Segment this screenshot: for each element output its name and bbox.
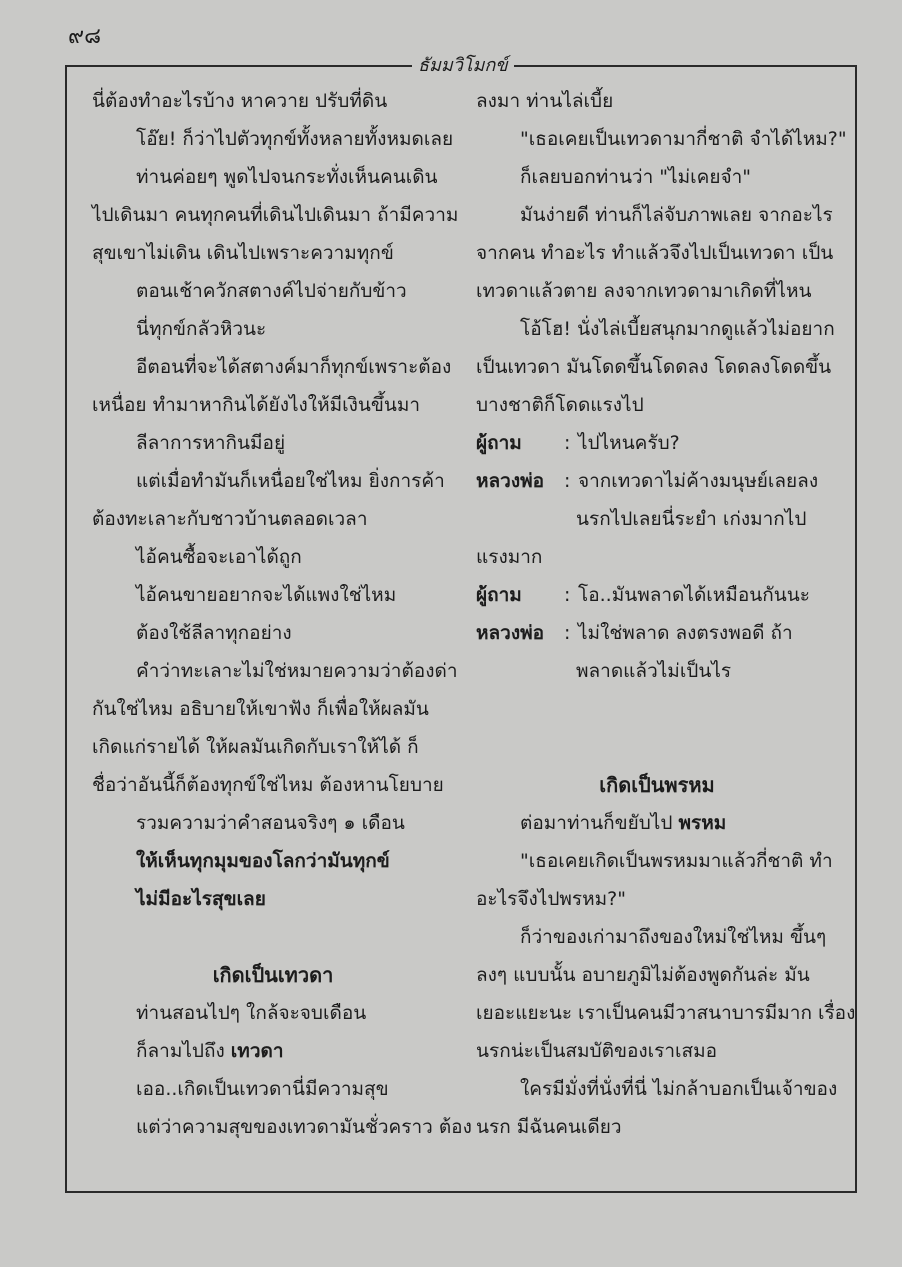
left-after-heading (92, 994, 472, 1146)
text-line: ลงมา ท่านไล่เบี้ย (476, 90, 614, 112)
text-line: ลีลาการหากินมีอยู่ (136, 432, 286, 454)
speaker-label: ผู้ถาม (476, 584, 522, 606)
text-line: จากคน ทำอะไร ทำแล้วจึงไปเป็นเทวดา เป็น (476, 242, 834, 264)
speaker-label: หลวงพ่อ (476, 470, 545, 492)
text-line: ก็ลามไปถึง เทวดา (136, 1040, 284, 1062)
page-number: ๙๘ (68, 24, 102, 49)
text-line: ต้องทะเลาะกับชาวบ้านตลอดเวลา (92, 508, 368, 530)
text-line: ให้เห็นทุกมุมของโลกว่ามันทุกข์ (136, 850, 390, 872)
bold-term: พรหม (678, 812, 727, 834)
text-line: ชื่อว่าอันนี้ก็ต้องทุกข์ใช่ไหม ต้องหานโยบาย (92, 774, 444, 796)
text-line: แต่ว่าความสุขของเทวดามันชั่วคราว ต้อง (136, 1116, 472, 1138)
text-line: ไม่มีอะไรสุขเลย (136, 888, 266, 910)
left-column (92, 82, 472, 1146)
text-line: โอ๊ย! ก็ว่าไปตัวทุกข์ทั้งหลายทั้งหมดเลย (136, 128, 454, 150)
text-line: อีตอนที่จะได้สตางค์มาก็ทุกข์เพราะต้อง (136, 356, 452, 378)
section-heading-brahma: เกิดเป็นพรหม (599, 773, 715, 797)
right-column (476, 82, 856, 1146)
right-after-heading (476, 804, 856, 1146)
dialogue-line: พลาดแล้วไม่เป็นไร (576, 660, 732, 682)
text-line: คำว่าทะเลาะไม่ใช่หมายความว่าต้องด่า (136, 660, 458, 682)
text-line: นรกน่ะเป็นสมบัติของเราเสมอ (476, 1040, 718, 1062)
text-line: เยอะแยะนะ เราเป็นคนมีวาสนาบารมีมาก เรื่อง (476, 1002, 856, 1024)
text-line: ตอนเช้าควักสตางค์ไปจ่ายกับข้าว (136, 280, 407, 302)
text-line: กันใช่ไหม อธิบายให้เขาฟัง ก็เพื่อให้ผลมัน (92, 698, 429, 720)
spacer (476, 728, 838, 766)
text-line: โอ้โฮ! นั่งไล่เบี้ยสนุกมากดูแล้วไม่อยาก (520, 318, 835, 340)
text-line: ไปเดินมา คนทุกคนที่เดินไปเดินมา ถ้ามีความ (92, 204, 459, 226)
text-line: นี่ทุกข์กลัวหิวนะ (136, 318, 267, 340)
text-line: ไอ้คนซื้อจะเอาได้ถูก (136, 546, 302, 568)
dialogue-block (476, 424, 838, 690)
spacer (476, 690, 838, 728)
text-line: "เธอเคยเกิดเป็นพรหมมาแล้วกี่ชาติ ทำ (520, 850, 833, 872)
text-line: เออ..เกิดเป็นเทวดานี่มีความสุข (136, 1078, 389, 1100)
text-line: ก็ว่าของเก่ามาถึงของใหม่ใช่ไหม ขึ้นๆ (520, 926, 827, 948)
text-line: บางชาติก็โดดแรงไป (476, 394, 644, 416)
text-line: นรก มีฉันคนเดียว (476, 1116, 622, 1138)
dialogue-line: หลวงพ่อ : ไม่ใช่พลาด ลงตรงพอดี ถ้า (476, 614, 838, 652)
dialogue-line: หลวงพ่อ : จากเทวดาไม่ค้างมนุษย์เลยลง (476, 462, 838, 500)
bold-term: เทวดา (230, 1040, 284, 1062)
text-line: "เธอเคยเป็นเทวดามากี่ชาติ จำได้ไหม?" (520, 128, 847, 150)
text-line: นี่ต้องทำอะไรบ้าง หาควาย ปรับที่ดิน (92, 90, 388, 112)
text-line: เทวดาแล้วตาย ลงจากเทวดามาเกิดที่ไหน (476, 280, 812, 302)
text-line: เกิดแก่รายได้ ให้ผลมันเกิดกับเราให้ได้ ก็ (92, 736, 419, 758)
speaker-label: ผู้ถาม (476, 432, 522, 454)
left-body (92, 82, 459, 918)
text-line: ต้องใช้ลีลาทุกอย่าง (136, 622, 292, 644)
speaker-label: หลวงพ่อ (476, 622, 545, 644)
dialogue-line: ผู้ถาม : ไปไหนครับ? (476, 424, 838, 462)
dialogue-line: แรงมาก (476, 546, 543, 568)
dialogue-line: นรกไปเลยนี่ระยำ เก่งมากไป (576, 508, 807, 530)
section-heading-deva: เกิดเป็นเทวดา (212, 963, 334, 987)
dialogue-line: ผู้ถาม : โอ..มันพลาดได้เหมือนกันนะ (476, 576, 838, 614)
right-body (476, 82, 847, 424)
text-line: อะไรจึงไปพรหม?" (476, 888, 627, 910)
text-line: ลงๆ แบบนั้น อบายภูมิไม่ต้องพูดกันล่ะ มัน (476, 964, 810, 986)
text-line: ใครมีมั่งที่นั่งที่นี่ ไม่กล้าบอกเป็นเจ้าของ (520, 1078, 838, 1100)
text-line: ไอ้คนขายอยากจะได้แพงใช่ไหม (136, 584, 397, 606)
text-line: ท่านสอนไปๆ ใกล้จะจบเดือน (136, 1002, 367, 1024)
spacer (92, 918, 454, 956)
text-line: เหนื่อย ทำมาหากินได้ยังไงให้มีเงินขึ้นมา (92, 394, 421, 416)
text-line: เป็นเทวดา มันโดดขึ้นโดดลง โดดลงโดดขึ้น (476, 356, 832, 378)
running-header: ธัมมวิโมกข์ (412, 50, 514, 79)
text-line: แต่เมื่อทำมันก็เหนื่อยใช่ไหม ยิ่งการค้า (136, 470, 445, 492)
text-line: ต่อมาท่านก็ขยับไป พรหม (520, 812, 727, 834)
text-line: รวมความว่าคำสอนจริงๆ ๑ เดือน (136, 812, 405, 834)
text-line: ก็เลยบอกท่านว่า "ไม่เคยจำ" (520, 166, 752, 188)
text-line: สุขเขาไม่เดิน เดินไปเพราะความทุกข์ (92, 242, 394, 264)
text-line: ท่านค่อยๆ พูดไปจนกระทั่งเห็นคนเดิน (136, 166, 438, 188)
text-line: มันง่ายดี ท่านก็ไล่จับภาพเลย จากอะไร (520, 204, 833, 226)
